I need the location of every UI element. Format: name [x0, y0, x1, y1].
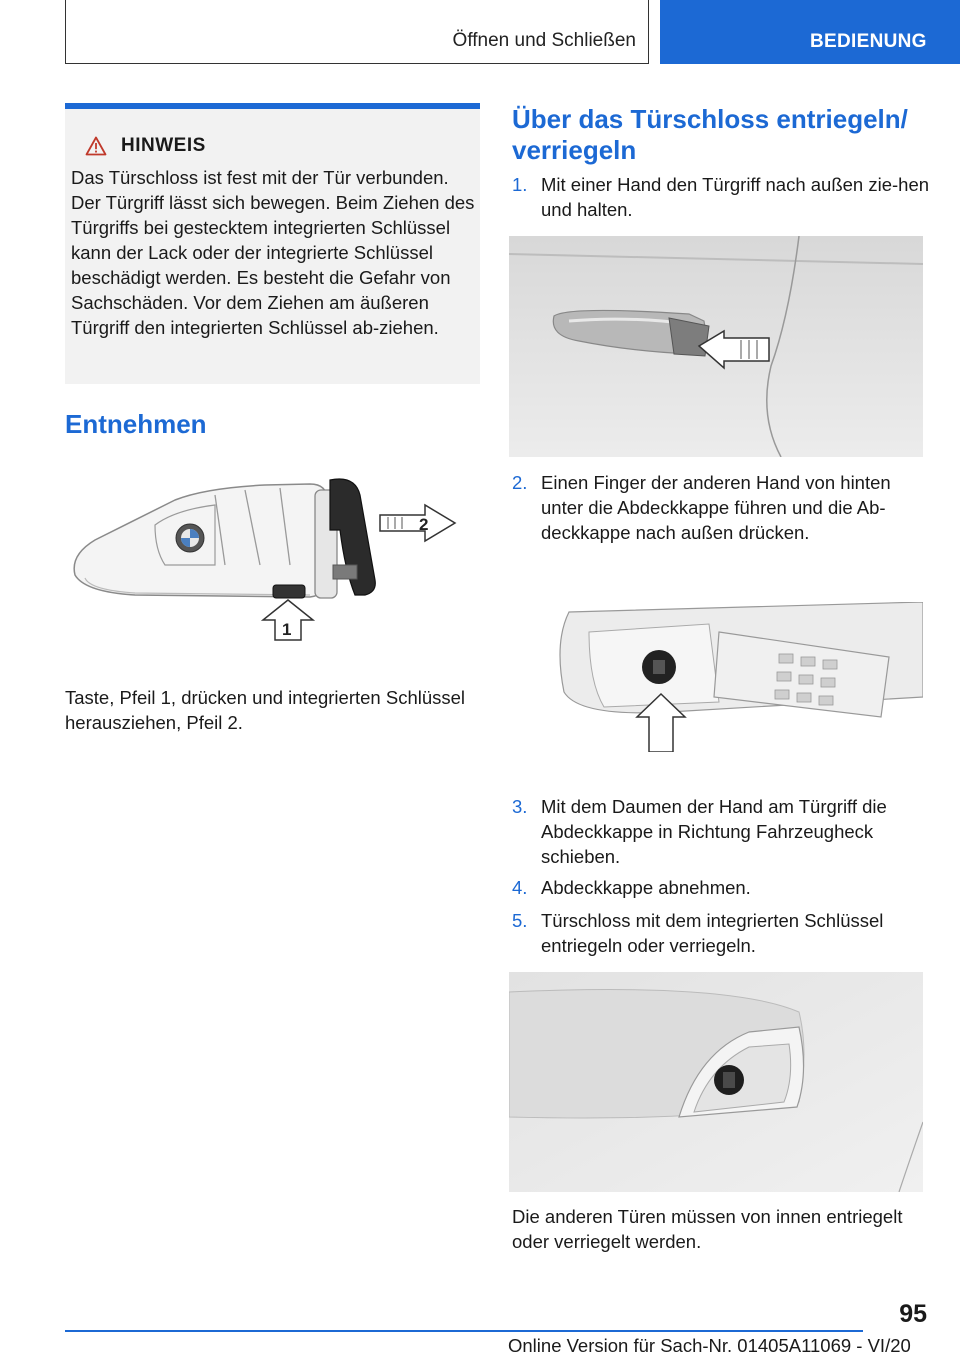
step-number: 1.: [512, 174, 528, 195]
step-item: [512, 875, 932, 900]
door-handle-pull-figure: [509, 236, 923, 457]
header-frame: [65, 0, 649, 64]
figure-label-2: 2: [419, 515, 429, 534]
cover-cap-figure: [509, 602, 923, 752]
notice-header: [85, 135, 206, 157]
step-text: Türschloss mit dem integrierten Schlüssel entriegeln oder verriegeln.: [541, 910, 884, 956]
step-item: [512, 172, 932, 222]
section-title: Öffnen und Schließen: [452, 30, 636, 51]
step-number: 3.: [512, 796, 528, 817]
section-heading-remove: Entnehmen: [65, 409, 207, 439]
step-item: [512, 908, 932, 958]
warning-triangle-icon: [85, 136, 107, 156]
footer-text: Online Version für Sach-Nr. 01405A11069 - VI/20: [508, 1335, 911, 1356]
step-item: [512, 470, 932, 545]
step-text: Mit dem Daumen der Hand am Türgriff die Abdeckkappe in Richtung Fahrzeugheck schieben.: [541, 796, 887, 867]
notice-text: Das Türschloss ist fest mit der Tür verbunden. Der Türgriff lässt sich bewegen. Beim Ziehen des Türgriffs bei gestecktem integrierten Schlüssel kann der Lack oder der integrierte Schlüssel beschädigt werden. Es besteht die Gefahr von Sachschäden. Vor dem Ziehen am äußeren Türgriff den integrierten Schlüssel ab‐ziehen.: [71, 167, 475, 338]
step-item: [512, 794, 932, 869]
caption-remove-key: Taste, Pfeil 1, drücken und integrierten Schlüssel herausziehen, Pfeil 2.: [65, 687, 466, 733]
step-text: Abdeckkappe abnehmen.: [541, 877, 751, 898]
caption-other-doors: Die anderen Türen müssen von innen entriegelt oder verriegelt werden.: [512, 1206, 903, 1252]
step-number: 4.: [512, 877, 528, 898]
step-number: 5.: [512, 910, 528, 931]
key-removal-figure: [65, 470, 480, 665]
notice-label: HINWEIS: [121, 135, 206, 156]
footer-divider: [65, 1330, 863, 1332]
figure-label-1: 1: [282, 620, 292, 639]
chapter-tab-label: BEDIENUNG: [810, 31, 927, 52]
step-number: 2.: [512, 472, 528, 493]
chapter-tab[interactable]: [660, 0, 960, 64]
notice-box: [65, 103, 480, 384]
door-lock-exposed-figure: [509, 972, 923, 1192]
page-number: 95: [899, 1300, 927, 1328]
section-heading-door-lock: Über das Türschloss entriegeln/ verriegeln: [512, 104, 908, 165]
step-text: Mit einer Hand den Türgriff nach außen zie‐hen und halten.: [541, 174, 930, 220]
step-text: Einen Finger der anderen Hand von hinten unter die Abdeckkappe führen und die Ab‐deckkappe nach außen drücken.: [541, 472, 891, 543]
